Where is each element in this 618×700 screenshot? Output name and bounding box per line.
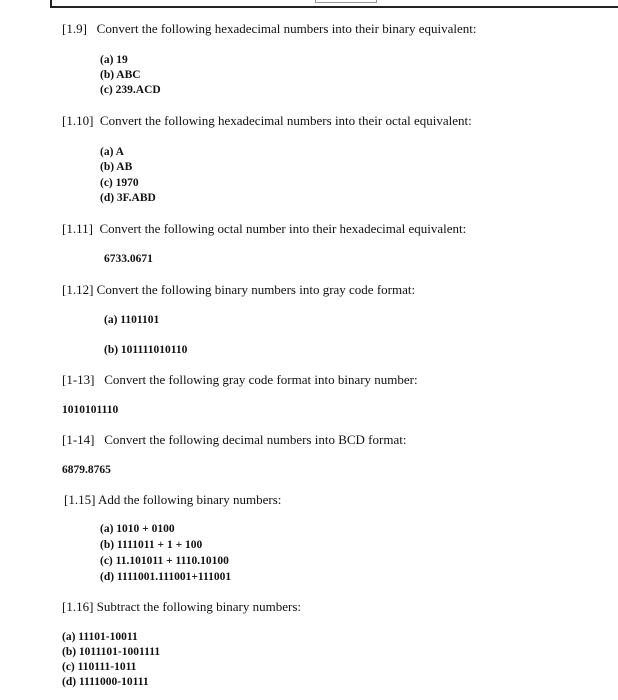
- answer-item: (a) 11101-10011: [62, 631, 138, 643]
- question-1-12: [62, 283, 415, 297]
- question-number: [1-14]: [62, 432, 95, 447]
- question-1-14: [62, 433, 406, 447]
- answer-item: (a) 1101101: [104, 314, 160, 326]
- question-text: Add the following binary numbers:: [97, 492, 282, 507]
- question-number: [1.12]: [62, 282, 94, 297]
- answer-item: (a) 19: [100, 54, 128, 66]
- question-text: Convert the following decimal numbers into BCD format:: [104, 432, 407, 447]
- question-1-11: [62, 222, 466, 236]
- question-1-10: [62, 114, 472, 128]
- page-top-tab: [315, 0, 377, 3]
- question-number: [1-13]: [62, 372, 95, 387]
- question-text: Convert the following gray code format into binary number:: [104, 372, 418, 387]
- question-text: Convert the following octal number into their hexadecimal equivalent:: [99, 221, 467, 236]
- question-number: [1.11]: [62, 221, 93, 236]
- answer-item: 6879.8765: [62, 464, 111, 476]
- answer-item: (b) 1111011 + 1 + 100: [100, 539, 203, 551]
- question-1-9: [62, 22, 476, 36]
- answer-item: (d) 3F.ABD: [100, 192, 156, 204]
- question-number: [1.9]: [62, 21, 87, 36]
- question-number: [1.16]: [62, 599, 94, 614]
- answer-item: (a) 1010 + 0100: [100, 523, 175, 535]
- question-1-13: [62, 373, 418, 387]
- answer-item: 1010101110: [62, 404, 119, 416]
- answer-item: (d) 1111000-10111: [62, 676, 149, 688]
- answer-item: (c) 239.ACD: [100, 84, 161, 96]
- answer-item: (b) 1011101-1001111: [62, 646, 161, 658]
- question-text: Convert the following hexadecimal numbers into their octal equivalent:: [99, 113, 472, 128]
- question-1-16: [62, 600, 301, 614]
- answer-item: (c) 11.101011 + 1110.10100: [100, 555, 229, 567]
- answer-item: (b) 101111010110: [104, 344, 188, 356]
- answer-item: (b) ABC: [100, 69, 141, 81]
- question-number: [1.15]: [64, 492, 96, 507]
- question-1-15: [64, 493, 281, 507]
- answer-item: (a) A: [100, 146, 124, 158]
- answer-item: (c) 1970: [100, 177, 139, 189]
- question-text: Convert the following binary numbers into gray code format:: [96, 282, 416, 297]
- answer-item: (d) 1111001.111001+111001: [100, 571, 232, 583]
- answer-item: (c) 110111-1011: [62, 661, 137, 673]
- answer-item: (b) AB: [100, 161, 133, 173]
- question-number: [1.10]: [62, 113, 94, 128]
- question-text: Subtract the following binary numbers:: [96, 599, 302, 614]
- answer-item: 6733.0671: [104, 253, 153, 265]
- question-text: Convert the following hexadecimal numbers into their binary equivalent:: [96, 21, 477, 36]
